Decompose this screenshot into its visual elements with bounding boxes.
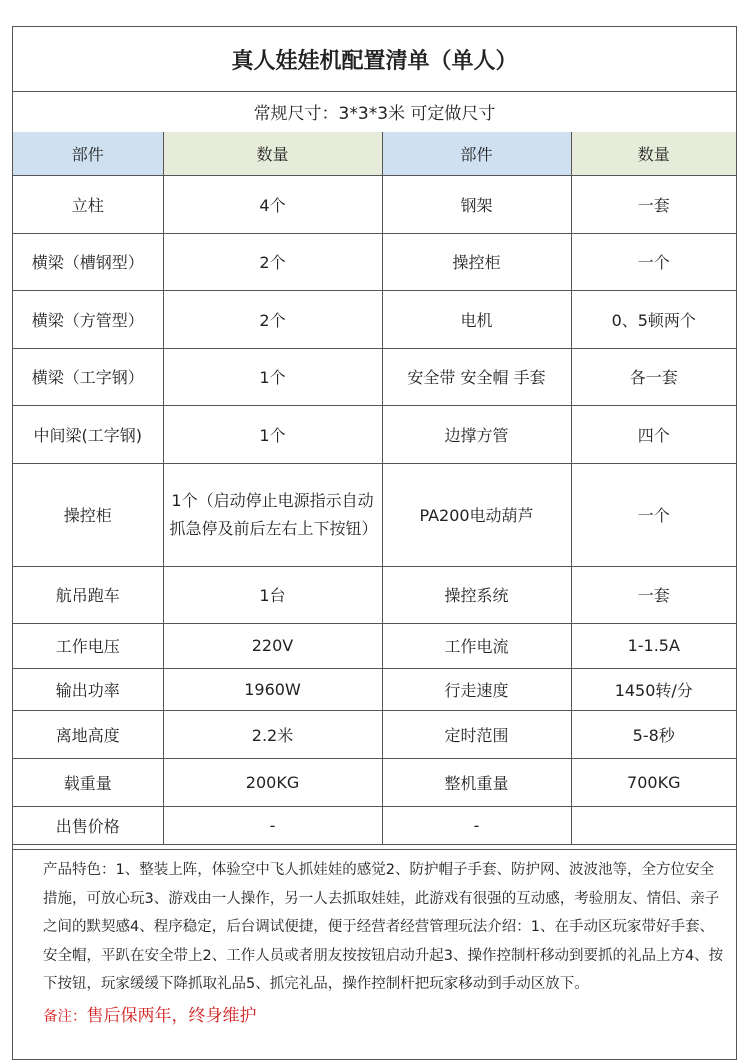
part-cell: 横梁（工字钢） [13,348,163,405]
qty-cell: 一套 [571,175,736,233]
part-cell: 钢架 [382,175,571,233]
part-cell: 离地高度 [13,710,163,758]
table-row [13,710,736,758]
qty-cell: 2个 [163,233,382,290]
part-cell: 边撑方管 [382,405,571,463]
sheet-title: 真人娃娃机配置清单（单人） [13,27,736,92]
table-header-row [13,132,736,175]
qty-cell: 1个（启动停止电源指示自动抓急停及前后左右上下按钮） [163,463,382,566]
remark-label: 备注： [43,1008,87,1025]
qty-cell: 2.2米 [163,710,382,758]
part-cell: 定时范围 [382,710,571,758]
part-cell: 操控柜 [13,463,163,566]
qty-cell: 1台 [163,566,382,623]
product-features-text: 产品特色：1、整装上阵，体验空中飞人抓娃娃的感觉2、防护帽子手套、防护网、波波池等，全方位安全措施，可放心玩3、游戏由一人操作，另一人去抓取娃娃，此游戏有很强的互动感，考验朋友、情侣、亲子之间的默契感4、程序稳定，后台调试便捷，便于经营者经营管理玩法介绍：1、在手动区玩家带好手套、安全帽，平趴在安全带上2、工作人员或者朋友按按钮启动升起3、操作控制杆移动到要抓的礼品上方4、按下按钮，玩家缓缓下降抓取礼品5、抓完礼品，操作控制杆把玩家移动到手动区放下。 [43,862,724,992]
part-cell: 航吊跑车 [13,566,163,623]
qty-cell: 4个 [163,175,382,233]
header-part-1: 部件 [13,132,163,175]
qty-cell: 1450转/分 [571,668,736,710]
qty-cell: 0、5顿两个 [571,290,736,348]
table-row [13,806,736,844]
qty-cell: 各一套 [571,348,736,405]
part-cell: 出售价格 [13,806,163,844]
qty-cell: - [163,806,382,844]
part-cell: 电机 [382,290,571,348]
part-cell: 操控柜 [382,233,571,290]
table-row [13,668,736,710]
remark-text: 售后保两年，终身维护 [86,1005,257,1026]
part-cell: 安全带 安全帽 手套 [382,348,571,405]
qty-cell: 1-1.5A [571,623,736,668]
table-row [13,290,736,348]
part-cell: 行走速度 [382,668,571,710]
config-table [13,132,736,845]
part-cell: 横梁（槽钢型） [13,233,163,290]
part-cell: 立柱 [13,175,163,233]
qty-cell: 1个 [163,405,382,463]
part-cell: 工作电流 [382,623,571,668]
qty-cell: 四个 [571,405,736,463]
qty-cell: 200KG [163,758,382,806]
notes-section [13,849,736,1059]
part-cell: 载重量 [13,758,163,806]
header-part-2: 部件 [382,132,571,175]
table-row [13,623,736,668]
qty-cell: 一套 [571,566,736,623]
part-cell: - [382,806,571,844]
part-cell: 输出功率 [13,668,163,710]
after-sales-remark [43,1001,726,1032]
part-cell: 操控系统 [382,566,571,623]
qty-cell [571,806,736,844]
part-cell: 横梁（方管型） [13,290,163,348]
qty-cell: 2个 [163,290,382,348]
part-cell: 工作电压 [13,623,163,668]
qty-cell: 一个 [571,463,736,566]
part-cell: PA200电动葫芦 [382,463,571,566]
qty-cell: 1960W [163,668,382,710]
qty-cell: 5-8秒 [571,710,736,758]
header-qty-1: 数量 [163,132,382,175]
part-cell: 中间梁(工字钢) [13,405,163,463]
table-row [13,405,736,463]
table-row [13,566,736,623]
qty-cell: 1个 [163,348,382,405]
header-qty-2: 数量 [571,132,736,175]
table-row [13,175,736,233]
table-row [13,233,736,290]
qty-cell: 一个 [571,233,736,290]
config-sheet [12,26,737,1060]
part-cell: 整机重量 [382,758,571,806]
qty-cell: 220V [163,623,382,668]
table-row [13,348,736,405]
sheet-subtitle: 常规尺寸：3*3*3米 可定做尺寸 [13,91,736,133]
table-row [13,463,736,566]
table-row [13,758,736,806]
qty-cell: 700KG [571,758,736,806]
